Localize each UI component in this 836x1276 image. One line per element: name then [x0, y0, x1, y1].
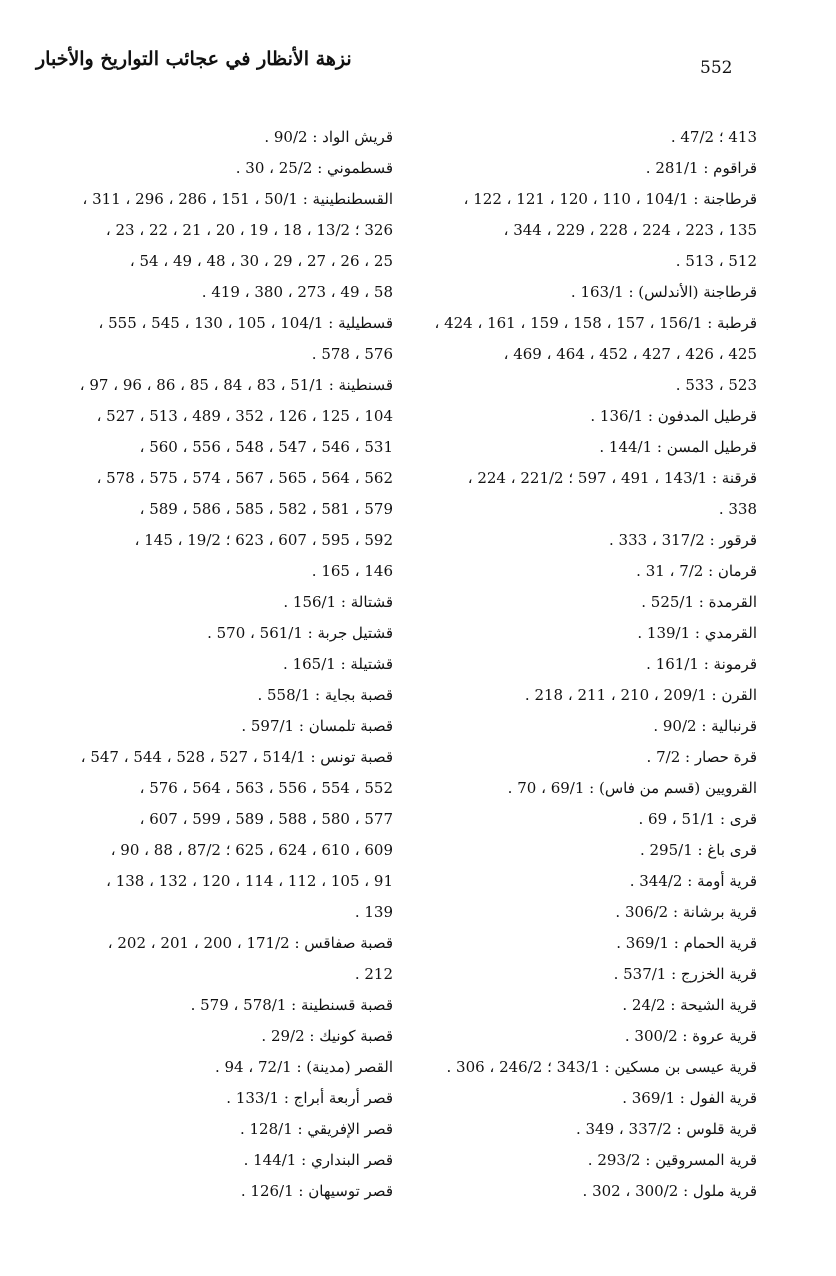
- index-entry-line: قرى باغ : 295/1 .: [639, 841, 757, 859]
- index-entry-line: قرمونة : 161/1 .: [646, 655, 757, 673]
- index-entry-line: 104 ، 125 ، 126 ، 352 ، 489 ، 513 ، 527 ،: [96, 407, 393, 425]
- index-column-left: [28, 122, 393, 1207]
- index-entry-line: قرطاجنة : 104/1 ، 110 ، 120 ، 121 ، 122 ،: [463, 190, 757, 208]
- index-entry-line: قسطموني : 25/2 ، 30 .: [235, 159, 393, 177]
- index-entry-line: القصر (مدينة) : 72/1 ، 94 .: [214, 1058, 393, 1076]
- index-entry-line: قرقنة : 143/1 ، 491 ، 597 ؛ 221/2 ، 224 ،: [467, 469, 757, 487]
- index-entry-line: 25 ، 26 ، 27 ، 29 ، 30 ، 48 ، 49 ، 54 ،: [129, 252, 393, 270]
- index-entry-line: قرية ملول : 300/2 ، 302 .: [582, 1182, 757, 1200]
- index-entry-line: 576 ، 578 .: [311, 345, 393, 363]
- index-entry-line: قصبة قسنطينة : 578/1 ، 579 .: [190, 996, 393, 1014]
- index-entry-line: قرية الخزرج : 537/1 .: [613, 965, 757, 983]
- index-entry-line: القرمدي : 139/1 .: [637, 624, 757, 642]
- index-entry-line: 135 ، 223 ، 224 ، 228 ، 229 ، 344 ،: [503, 221, 757, 239]
- index-entry-line: 512 ، 513 .: [675, 252, 757, 270]
- index-entry-line: 577 ، 580 ، 588 ، 589 ، 599 ، 607 ،: [139, 810, 393, 828]
- index-entry-line: 146 ، 165 .: [311, 562, 393, 580]
- index-entry-line: قرى : 51/1 ، 69 .: [638, 810, 757, 828]
- index-entry-line: قسطيلية : 104/1 ، 105 ، 130 ، 545 ، 555 ،: [98, 314, 393, 332]
- index-entry-line: قصبة تلمسان : 597/1 .: [241, 717, 393, 735]
- index-entry-line: 338 .: [718, 500, 757, 518]
- index-entry-line: قصر البنداري : 144/1 .: [243, 1151, 393, 1169]
- index-entry-line: 523 ، 533 .: [675, 376, 757, 394]
- index-entry-line: قصبة بجاية : 558/1 .: [257, 686, 393, 704]
- index-entry-line: قرطاجنة (الأندلس) : 163/1 .: [570, 283, 757, 301]
- index-entry-line: قصر أربعة أبراج : 133/1 .: [226, 1089, 393, 1107]
- index-entry-line: 212 .: [354, 965, 393, 983]
- index-entry-line: قرية أومة : 344/2 .: [629, 872, 757, 890]
- index-entry-line: قرية الفول : 369/1 .: [622, 1089, 757, 1107]
- index-entry-line: قشتيلة : 165/1 .: [283, 655, 393, 673]
- index-entry-line: قرطيل المسن : 144/1 .: [599, 438, 757, 456]
- index-entry-line: 552 ، 554 ، 556 ، 563 ، 564 ، 576 ،: [139, 779, 393, 797]
- index-entry-line: 413 ؛ 47/2 .: [670, 128, 757, 146]
- index-entry-line: القرمدة : 525/1 .: [641, 593, 757, 611]
- index-entry-line: قشتيل جربة : 561/1 ، 570 .: [207, 624, 393, 642]
- index-entry-line: 609 ، 610 ، 624 ، 625 ؛ 87/2 ، 88 ، 90 ،: [110, 841, 393, 859]
- index-entry-line: قصر الإفريقي : 128/1 .: [239, 1120, 393, 1138]
- index-entry-line: قرطبة : 156/1 ، 157 ، 158 ، 159 ، 161 ، 424 ،: [434, 314, 757, 332]
- index-entry-line: قصبة تونس : 514/1 ، 527 ، 528 ، 544 ، 547 ،: [80, 748, 393, 766]
- index-entry-line: قصبة صفاقس : 171/2 ، 200 ، 201 ، 202 ،: [107, 934, 393, 952]
- index-entry-line: قرية عروة : 300/2 .: [624, 1027, 757, 1045]
- index-entry-line: 58 ، 49 ، 273 ، 380 ، 419 .: [201, 283, 393, 301]
- index-entry-line: القسطنطينية : 50/1 ، 151 ، 286 ، 296 ، 311 ،: [82, 190, 393, 208]
- index-entry-line: 531 ، 546 ، 547 ، 548 ، 556 ، 560 ،: [139, 438, 393, 456]
- index-entry-line: 91 ، 105 ، 112 ، 114 ، 120 ، 132 ، 138 ،: [106, 872, 393, 890]
- page-number: 552: [700, 58, 733, 78]
- index-entry-line: 562 ، 564 ، 565 ، 567 ، 574 ، 575 ، 578 ،: [96, 469, 393, 487]
- index-entry-line: قرية المسروقين : 293/2 .: [587, 1151, 757, 1169]
- index-entry-line: قشتالة : 156/1 .: [283, 593, 393, 611]
- index-column-right: [412, 122, 757, 1207]
- index-entry-line: القرن : 209/1 ، 210 ، 211 ، 218 .: [524, 686, 757, 704]
- index-entry-line: 139 .: [354, 903, 393, 921]
- index-entry-line: قصبة كونيك : 29/2 .: [261, 1027, 393, 1045]
- index-entry-line: 579 ، 581 ، 582 ، 585 ، 586 ، 589 ،: [139, 500, 393, 518]
- index-entry-line: قرية الحمام : 369/1 .: [616, 934, 757, 952]
- index-entry-line: 425 ، 426 ، 427 ، 452 ، 464 ، 469 ،: [503, 345, 757, 363]
- index-entry-line: قرنبالية : 90/2 .: [653, 717, 757, 735]
- index-entry-line: قسنطينة : 51/1 ، 83 ، 84 ، 85 ، 86 ، 96 ، 97 ،: [79, 376, 393, 394]
- index-entry-line: القرويين (قسم من فاس) : 69/1 ، 70 .: [507, 779, 757, 797]
- index-entry-line: قرية عيسى بن مسكين : 343/1 ؛ 246/2 ، 306 .: [446, 1058, 757, 1076]
- index-entry-line: قرة حصار : 7/2 .: [646, 748, 757, 766]
- index-entry-line: قريش الواد : 90/2 .: [264, 128, 393, 146]
- index-entry-line: قرية برشانة : 306/2 .: [615, 903, 757, 921]
- index-entry-line: قرقور : 317/2 ، 333 .: [608, 531, 757, 549]
- index-entry-line: قرية الشيحة : 24/2 .: [622, 996, 757, 1014]
- running-title: نزهة الأنظار في عجائب التواريخ والأخبار: [36, 48, 352, 70]
- index-entry-line: قرية قلوس : 337/2 ، 349 .: [575, 1120, 757, 1138]
- index-entry-line: قصر توسيهان : 126/1 .: [240, 1182, 393, 1200]
- index-entry-line: 326 ؛ 13/2 ، 18 ، 19 ، 20 ، 21 ، 22 ، 23 ،: [105, 221, 393, 239]
- index-entry-line: قرمان : 7/2 ، 31 .: [636, 562, 757, 580]
- index-entry-line: قراقوم : 281/1 .: [645, 159, 757, 177]
- index-entry-line: 592 ، 595 ، 607 ، 623 ؛ 19/2 ، 145 ،: [134, 531, 393, 549]
- index-entry-line: قرطيل المدفون : 136/1 .: [590, 407, 757, 425]
